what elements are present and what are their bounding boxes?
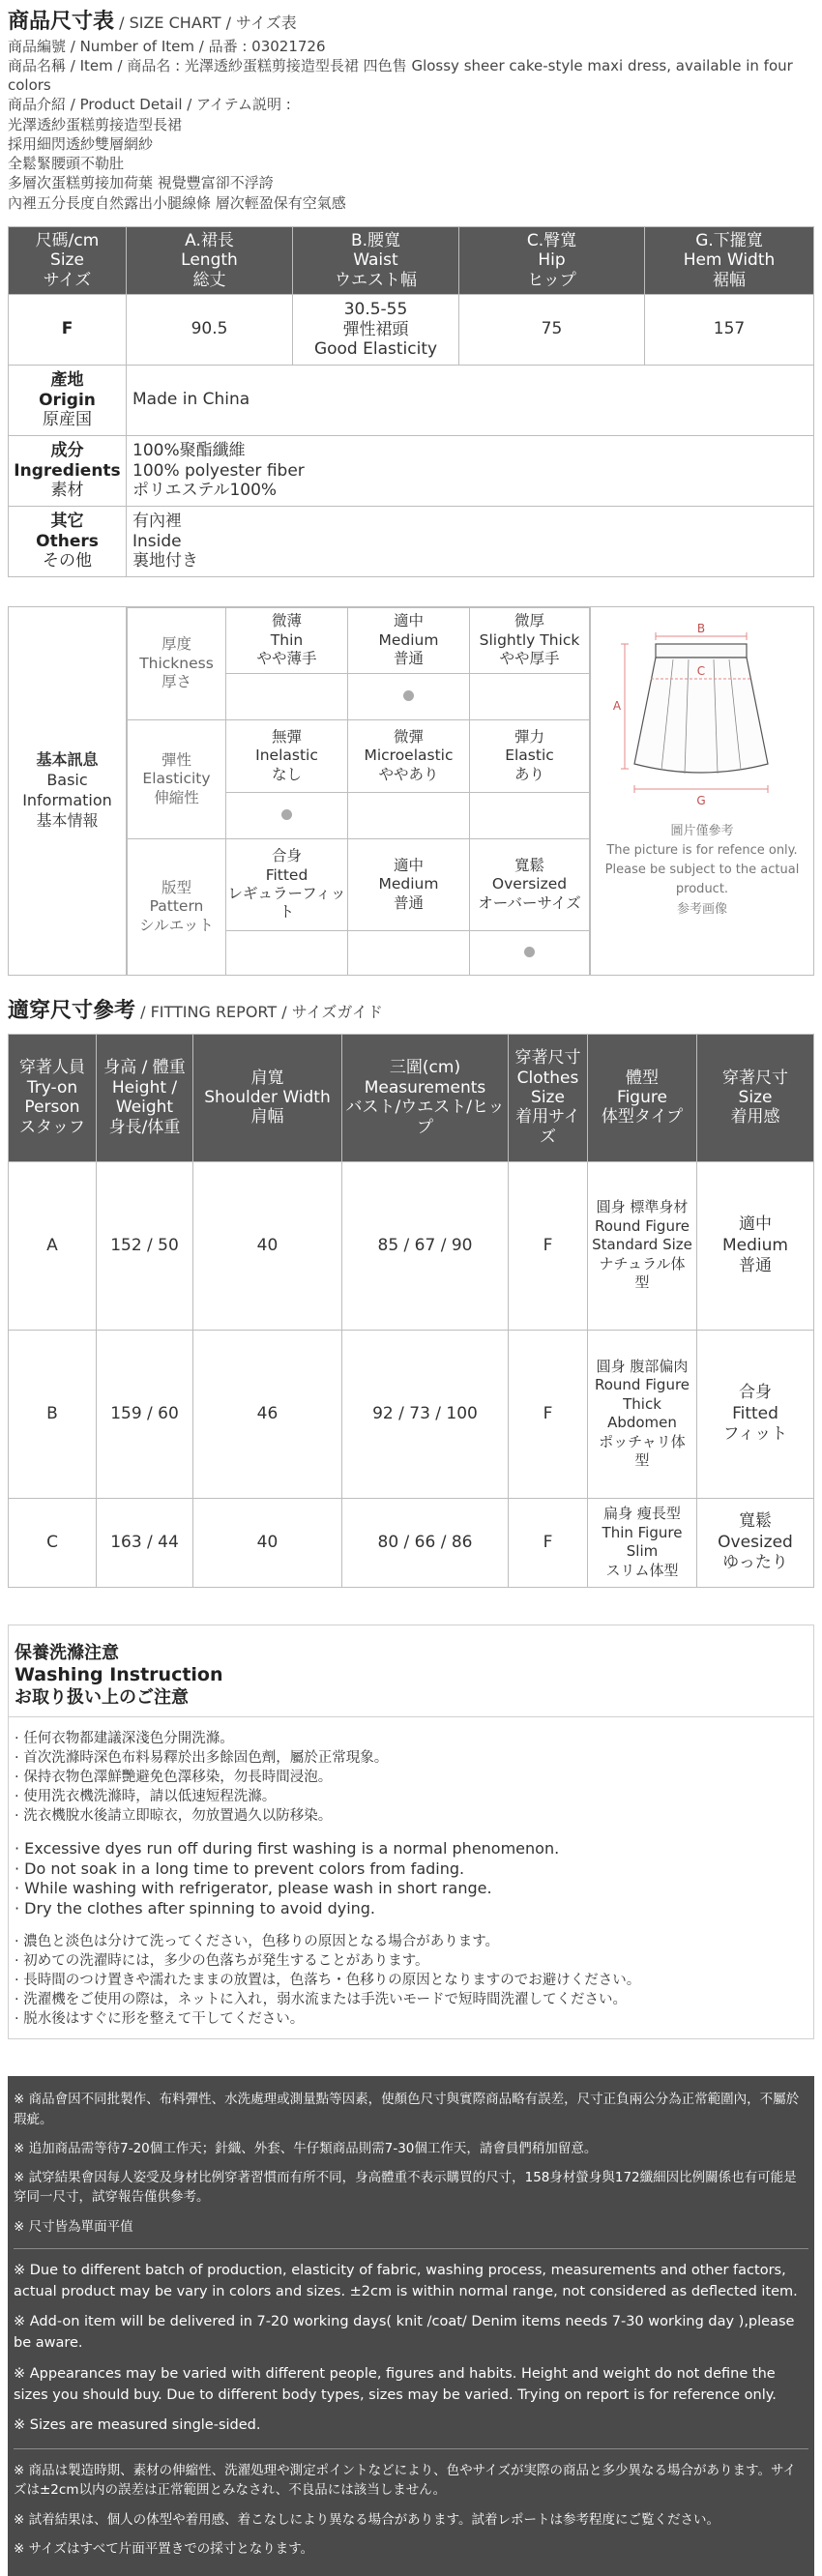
info-line: 商品編號 / Number of Item / 品番 : 03021726	[8, 37, 326, 55]
hem-value: 157	[645, 294, 814, 365]
elasticity-options	[128, 719, 590, 792]
option-microelastic: 微彈 Microelastic ややあり	[348, 719, 470, 792]
ingredients-row	[9, 435, 814, 506]
washing-body	[9, 1717, 813, 2038]
option-oversized: 寬鬆 Oversized オーバーサイズ	[470, 838, 590, 930]
info-line: 商品介紹 / Product Detail / アイテム説明 :	[8, 96, 291, 114]
origin-row	[9, 365, 814, 435]
basic-info-label: 基本訊息 Basic Information 基本情報	[9, 607, 127, 975]
selected-dot-icon	[281, 809, 292, 820]
size-table-header	[9, 226, 814, 294]
info-line: 採用細閃透紗雙層網紗	[8, 134, 154, 153]
notes-zh: ※ 商品會因不同批製作、布料彈性、水洗處理或測量點等因素，使顏色尺寸與實際商品略有誤差，尺寸正負兩公分為正常範圍內，不屬於瑕疵。 ※ 追加商品需等待7-20個工作天；針織、外套、牛仔類商品則需7-30個工作天，請會員們稍加留意。 ※ 試穿結果會因每人姿受及身材比例穿著習慣而有所不同，身高體重不表示購買的尺寸，158身材螢身與172纖細因比例關係也有可能是穿同一尺寸，試穿報告僅供參考。 ※ 尺寸皆為單面平值	[14, 2086, 808, 2249]
fitting-title: 適穿尺寸參考 / FITTING REPORT / サイズガイド	[8, 998, 383, 1023]
dimension-a-label: A	[612, 698, 622, 713]
pattern-options	[128, 838, 590, 930]
size-row-f	[9, 294, 814, 365]
header-hem: G.下擺寬 Hem Width 裾幅	[645, 226, 814, 294]
ingredients-label: 成分 Ingredients 素材	[9, 435, 127, 506]
length-value: 90.5	[127, 294, 293, 365]
waist-value: 30.5-55 彈性裙頭 Good Elasticity	[293, 294, 459, 365]
origin-value: Made in China	[127, 365, 814, 435]
option-elastic: 彈力 Elastic あり	[470, 719, 590, 792]
notes-ja: ※ 商品は製造時期、素材の伸縮性、洗濯処理や測定ポイントなどにより、色やサイズが実際の商品と多少異なる場合があります。サイズは±2cm以内の誤差は正常範囲とみなされ、不良品には該当しません。 ※ 試着結果は、個人の体型や着用感、着こなしにより異なる場合があります。試着レポートは参考程度にご覧ください。 ※ サイズはすべて片面平置きでの採寸となります。	[14, 2463, 796, 2557]
ingredients-value: 100%聚酯纖維 100% polyester fiber ポリエステル100%	[127, 435, 814, 506]
option-fitted: 合身 Fitted レギュラーフィット	[226, 838, 348, 930]
origin-label: 產地 Origin 原産国	[9, 365, 127, 435]
elasticity-label: 彈性 Elasticity 伸縮性	[128, 719, 226, 838]
info-line: 商品名稱 / Item / 商品名 : 光澤透紗蛋糕剪接造型長裙 四色售 Glossy sheer cake-style maxi dress, available in four colors	[8, 56, 793, 95]
size-value: F	[9, 294, 127, 365]
fitting-table	[8, 1034, 814, 1588]
dimension-g-label: G	[696, 793, 706, 807]
hip-value: 75	[459, 294, 645, 365]
size-table	[8, 226, 814, 577]
table-row: A 152 / 50 40 85 / 67 / 90 F 圓身 標準身材 Round Figure Standard Size ナチュラル体型 適中 Medium 普通	[9, 1161, 814, 1330]
notes-en: ※ Due to different batch of production, elasticity of fabric, washing process, measurements and other factors, actual product may be vary in colors and sizes. ±2cm is within normal range, not considered as deflected item. ※ Add-on item will be delivered in 7-20 working days( knit /coat/ Denim items needs 7-30 working day ),please be aware. ※ Appearances may be varied with different people, figures and habits. Height and weight do not define the sizes you should buy. Due to different body types, sizes may be varied. Trying on report is for reference only. ※ Sizes are measured single-sided.	[14, 2249, 808, 2449]
info-line: 多層次蛋糕剪接加荷葉 視覺豐富卻不浮誇	[8, 174, 274, 192]
thickness-label: 厚度 Thickness 厚さ	[128, 607, 226, 719]
option-slightly-thick: 微厚 Slightly Thick やや厚手	[470, 607, 590, 673]
washing-ja: · 濃色と淡色は分けて洗ってください，色移りの原因となる場合があります。 · 初めての洗濯時には，多少の色落ちが発生することがあります。 · 長時間のつけ置きや濡れたままの放置は，色落ち・色移りの原因となりますのでお避けください。 · 洗濯機をご使用の際は，ネットに入れ，弱水流または手洗いモードで短時間洗濯してください。 · 脱水後はすぐに形を整えて干してください。	[15, 1934, 641, 2028]
header-hip: C.臀寬 Hip ヒップ	[459, 226, 645, 294]
page-title: 商品尺寸表 / SIZE CHART / サイズ表	[8, 10, 297, 34]
washing-instructions	[8, 1625, 814, 2040]
washing-en: · Excessive dyes run off during first washing is a normal phenomenon. · Do not soak in a long time to prevent colors from fading. · While washing with refrigerator, please wash in short range. · Dry the clothes after spinning to avoid dying.	[15, 1839, 560, 1917]
dimension-c-label: C	[696, 663, 706, 678]
table-row: C 163 / 44 40 80 / 66 / 86 F 扁身 瘦長型 Thin Figure Slim スリム体型 寬鬆 Ovesized ゆったり	[9, 1498, 814, 1587]
header-waist: B.腰寬 Waist ウエスト幅	[293, 226, 459, 294]
diagram-caption: 圖片僅參考 The picture is for refence only. Please be subject to the actual product. 参考画像	[604, 823, 800, 917]
skirt-diagram-icon	[605, 619, 799, 812]
skirt-diagram	[591, 607, 813, 975]
notes-panel	[8, 2076, 814, 2576]
header-size: 尺碼/cm Size サイズ	[9, 226, 127, 294]
option-medium: 適中 Medium 普通	[348, 607, 470, 673]
info-line: 光澤透紗蛋糕剪接造型長裙	[8, 115, 183, 133]
header-length: A.裙長 Length 総丈	[127, 226, 293, 294]
dimension-b-label: B	[696, 621, 706, 635]
thickness-options	[128, 607, 590, 673]
option-inelastic: 無彈 Inelastic なし	[226, 719, 348, 792]
others-label: 其它 Others その他	[9, 506, 127, 576]
washing-zh: · 任何衣物都建議深淺色分開洗滌。 · 首次洗滌時深色布料易釋於出多餘固色劑，屬於正常現象。 · 保持衣物色澤鮮艷避免色澤移染，勿長時間浸泡。 · 使用洗衣機洗滌時，請以低速短程洗滌。 · 洗衣機脫水後請立即晾衣，勿放置過久以防移染。	[15, 1731, 389, 1825]
option-thin: 微薄 Thin やや薄手	[226, 607, 348, 673]
washing-heading: 保養洗滌注意 Washing Instruction お取り扱い上のご注意	[9, 1625, 813, 1718]
selected-dot-icon	[524, 947, 535, 957]
selected-dot-icon	[403, 690, 414, 701]
pattern-label: 版型 Pattern シルエット	[128, 838, 226, 975]
info-line: 全鬆緊腰頭不勒肚	[8, 155, 125, 173]
basic-info-panel	[8, 606, 814, 976]
basic-info-grid	[127, 607, 591, 975]
header	[8, 8, 814, 213]
option-medium: 適中 Medium 普通	[348, 838, 470, 930]
others-row	[9, 506, 814, 576]
table-row: B 159 / 60 46 92 / 73 / 100 F 圓身 腹部偏肉 Round Figure Thick Abdomen ポッチャリ体型 合身 Fitted フィット	[9, 1330, 814, 1498]
others-value: 有內裡 Inside 裏地付き	[127, 506, 814, 576]
info-line: 內裡五分長度自然露出小腿線條 層次輕盈保有空氣感	[8, 193, 346, 212]
fitting-header: 穿著人員 Try-on Person スタッフ 身高 / 體重 Height / Weight 身長/体重 肩寬 Shoulder Width 肩幅 三圍(cm) Measurements バスト/ウエスト/ヒップ 穿著尺寸 Clothes Size 着用サイズ 體型 Figure 体型タイプ 穿著尺寸 Size 着用感	[9, 1034, 814, 1161]
